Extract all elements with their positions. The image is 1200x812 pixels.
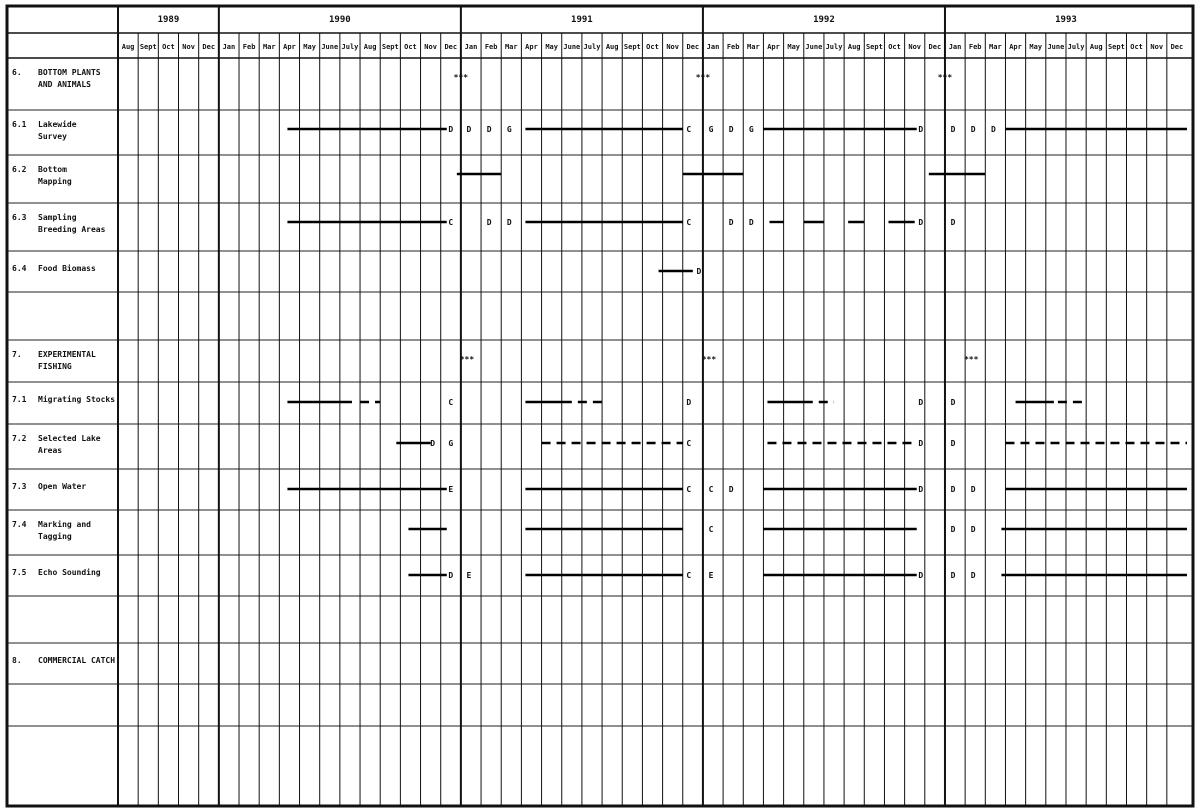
schedule-marker: D [918, 485, 924, 494]
schedule-marker: *** [459, 355, 475, 364]
month-label: Oct [888, 43, 901, 51]
schedule-marker: D [950, 485, 956, 494]
schedule-marker: E [466, 571, 472, 580]
schedule-marker: D [970, 525, 976, 534]
month-label: June [1047, 43, 1065, 51]
schedule-marker: G [448, 439, 454, 448]
activity-label: Selected Lake [38, 434, 101, 443]
activity-label: FISHING [38, 362, 72, 371]
schedule-marker: D [696, 267, 702, 276]
month-label: Dec [928, 43, 942, 51]
schedule-marker: D [970, 125, 976, 134]
month-label: Apr [767, 43, 780, 51]
schedule-marker: D [506, 218, 512, 227]
month-label: July [1067, 43, 1085, 51]
schedule-marker: D [918, 439, 924, 448]
schedule-marker: C [686, 571, 692, 580]
month-label: Feb [242, 43, 256, 51]
month-label: May [787, 43, 801, 51]
activity-number: 7.5 [12, 568, 27, 577]
month-label: Apr [1009, 43, 1022, 51]
month-label: May [303, 43, 316, 51]
activity-label: Echo Sounding [38, 568, 101, 577]
month-label: Dec [1170, 43, 1184, 51]
month-label: June [563, 43, 581, 51]
activity-label: Sampling [38, 213, 77, 222]
year-label: 1989 [157, 15, 180, 25]
schedule-marker: D [950, 218, 956, 227]
month-label: Nov [666, 43, 679, 51]
month-label: Dec [202, 43, 216, 51]
schedule-marker: D [950, 125, 956, 134]
month-label: Sept [623, 43, 641, 51]
month-label: Aug [847, 43, 861, 51]
year-label: 1992 [813, 15, 835, 25]
activity-number: 6. [12, 68, 22, 77]
schedule-marker: D [970, 485, 976, 494]
schedule-marker: D [918, 571, 924, 580]
month-label: Dec [444, 43, 458, 51]
schedule-marker: D [918, 218, 924, 227]
month-label: Mar [504, 43, 518, 51]
month-label: June [321, 43, 339, 51]
schedule-marker: D [686, 398, 692, 407]
month-label: Apr [283, 43, 296, 51]
schedule-marker: C [448, 398, 454, 407]
schedule-marker: D [486, 218, 492, 227]
month-label: Sept [865, 43, 883, 51]
schedule-marker: C [708, 485, 714, 494]
schedule-marker: *** [453, 73, 469, 82]
activity-number: 7.3 [12, 482, 27, 491]
activity-label: Bottom [38, 165, 67, 174]
schedule-marker: G [708, 125, 714, 134]
schedule-marker: D [950, 398, 956, 407]
activity-label: Survey [38, 132, 67, 141]
schedule-marker: D [728, 218, 734, 227]
month-label: Mar [747, 43, 760, 51]
activity-label: Marking and [38, 520, 91, 529]
month-label: Sept [381, 43, 399, 51]
schedule-marker: D [430, 439, 436, 448]
month-label: Mar [989, 43, 1002, 51]
schedule-marker: C [686, 125, 692, 134]
month-label: Feb [484, 43, 498, 51]
activity-label: Migrating Stocks [38, 395, 116, 404]
month-label: June [805, 43, 823, 51]
month-label: Nov [182, 43, 195, 51]
schedule-marker: C [686, 439, 692, 448]
month-label: Aug [605, 43, 619, 51]
schedule-marker: *** [937, 73, 953, 82]
activity-number: 8. [12, 656, 22, 665]
schedule-marker: *** [695, 73, 711, 82]
activity-label: Open Water [38, 482, 87, 491]
schedule-marker: D [466, 125, 472, 134]
month-label: Sept [139, 43, 157, 51]
month-label: May [1029, 43, 1043, 51]
schedule-marker: D [950, 439, 956, 448]
schedule-marker: D [448, 125, 454, 134]
activity-label: Tagging [38, 532, 72, 541]
schedule-marker: G [748, 125, 754, 134]
month-label: Jan [222, 43, 236, 51]
schedule-marker: D [950, 571, 956, 580]
activity-label: Mapping [38, 177, 72, 186]
activity-label: Lakewide [38, 120, 77, 129]
schedule-marker: C [686, 218, 692, 227]
activity-label: BOTTOM PLANTS [38, 68, 101, 77]
schedule-marker: *** [701, 355, 717, 364]
month-label: July [341, 43, 359, 51]
month-label: Apr [525, 43, 538, 51]
month-label: Mar [262, 43, 276, 51]
activity-number: 6.3 [12, 213, 27, 222]
month-label: Oct [404, 43, 417, 51]
schedule-marker: C [686, 485, 692, 494]
activity-number: 6.4 [12, 264, 27, 273]
month-label: Oct [646, 43, 659, 51]
activity-label: COMMERCIAL CATCH [38, 656, 116, 665]
month-label: Jan [464, 43, 478, 51]
month-label: May [545, 43, 558, 51]
month-label: Nov [1150, 43, 1164, 51]
schedule-marker: D [728, 125, 734, 134]
year-label: 1991 [571, 15, 593, 25]
schedule-marker: D [748, 218, 754, 227]
month-label: Aug [121, 43, 135, 51]
schedule-marker: D [918, 398, 924, 407]
schedule-marker: E [708, 571, 714, 580]
schedule-marker: C [708, 525, 714, 534]
activity-number: 6.2 [12, 165, 27, 174]
schedule-marker: D [918, 125, 924, 134]
month-label: Feb [726, 43, 740, 51]
activity-label: EXPERIMENTAL [38, 350, 96, 359]
activity-number: 7.2 [12, 434, 27, 443]
activity-label: Areas [38, 446, 63, 455]
schedule-marker: D [448, 571, 454, 580]
year-label: 1993 [1055, 15, 1077, 25]
activity-label: Food Biomass [38, 264, 96, 273]
activity-number: 7.4 [12, 520, 27, 529]
month-label: Sept [1107, 43, 1125, 51]
schedule-marker: D [728, 485, 734, 494]
month-label: Feb [968, 43, 982, 51]
schedule-marker: D [486, 125, 492, 134]
month-label: Jan [706, 43, 720, 51]
year-label: 1990 [329, 15, 351, 25]
schedule-marker: D [970, 571, 976, 580]
schedule-marker: C [448, 218, 454, 227]
month-label: Jan [948, 43, 962, 51]
schedule-marker: D [950, 525, 956, 534]
month-label: Dec [686, 43, 700, 51]
activity-label: Breeding Areas [38, 225, 106, 234]
schedule-marker: D [990, 125, 996, 134]
month-label: Oct [1130, 43, 1143, 51]
month-label: Nov [908, 43, 922, 51]
month-label: Oct [162, 43, 175, 51]
activity-number: 6.1 [12, 120, 27, 129]
activity-label: AND ANIMALS [38, 80, 91, 89]
month-label: Aug [1089, 43, 1103, 51]
schedule-marker: E [448, 485, 454, 494]
month-label: Nov [424, 43, 437, 51]
activity-number: 7.1 [12, 395, 27, 404]
month-label: July [825, 43, 843, 51]
month-label: July [583, 43, 601, 51]
schedule-marker: G [506, 125, 512, 134]
activity-number: 7. [12, 350, 22, 359]
month-label: Aug [363, 43, 377, 51]
schedule-marker: *** [963, 355, 979, 364]
